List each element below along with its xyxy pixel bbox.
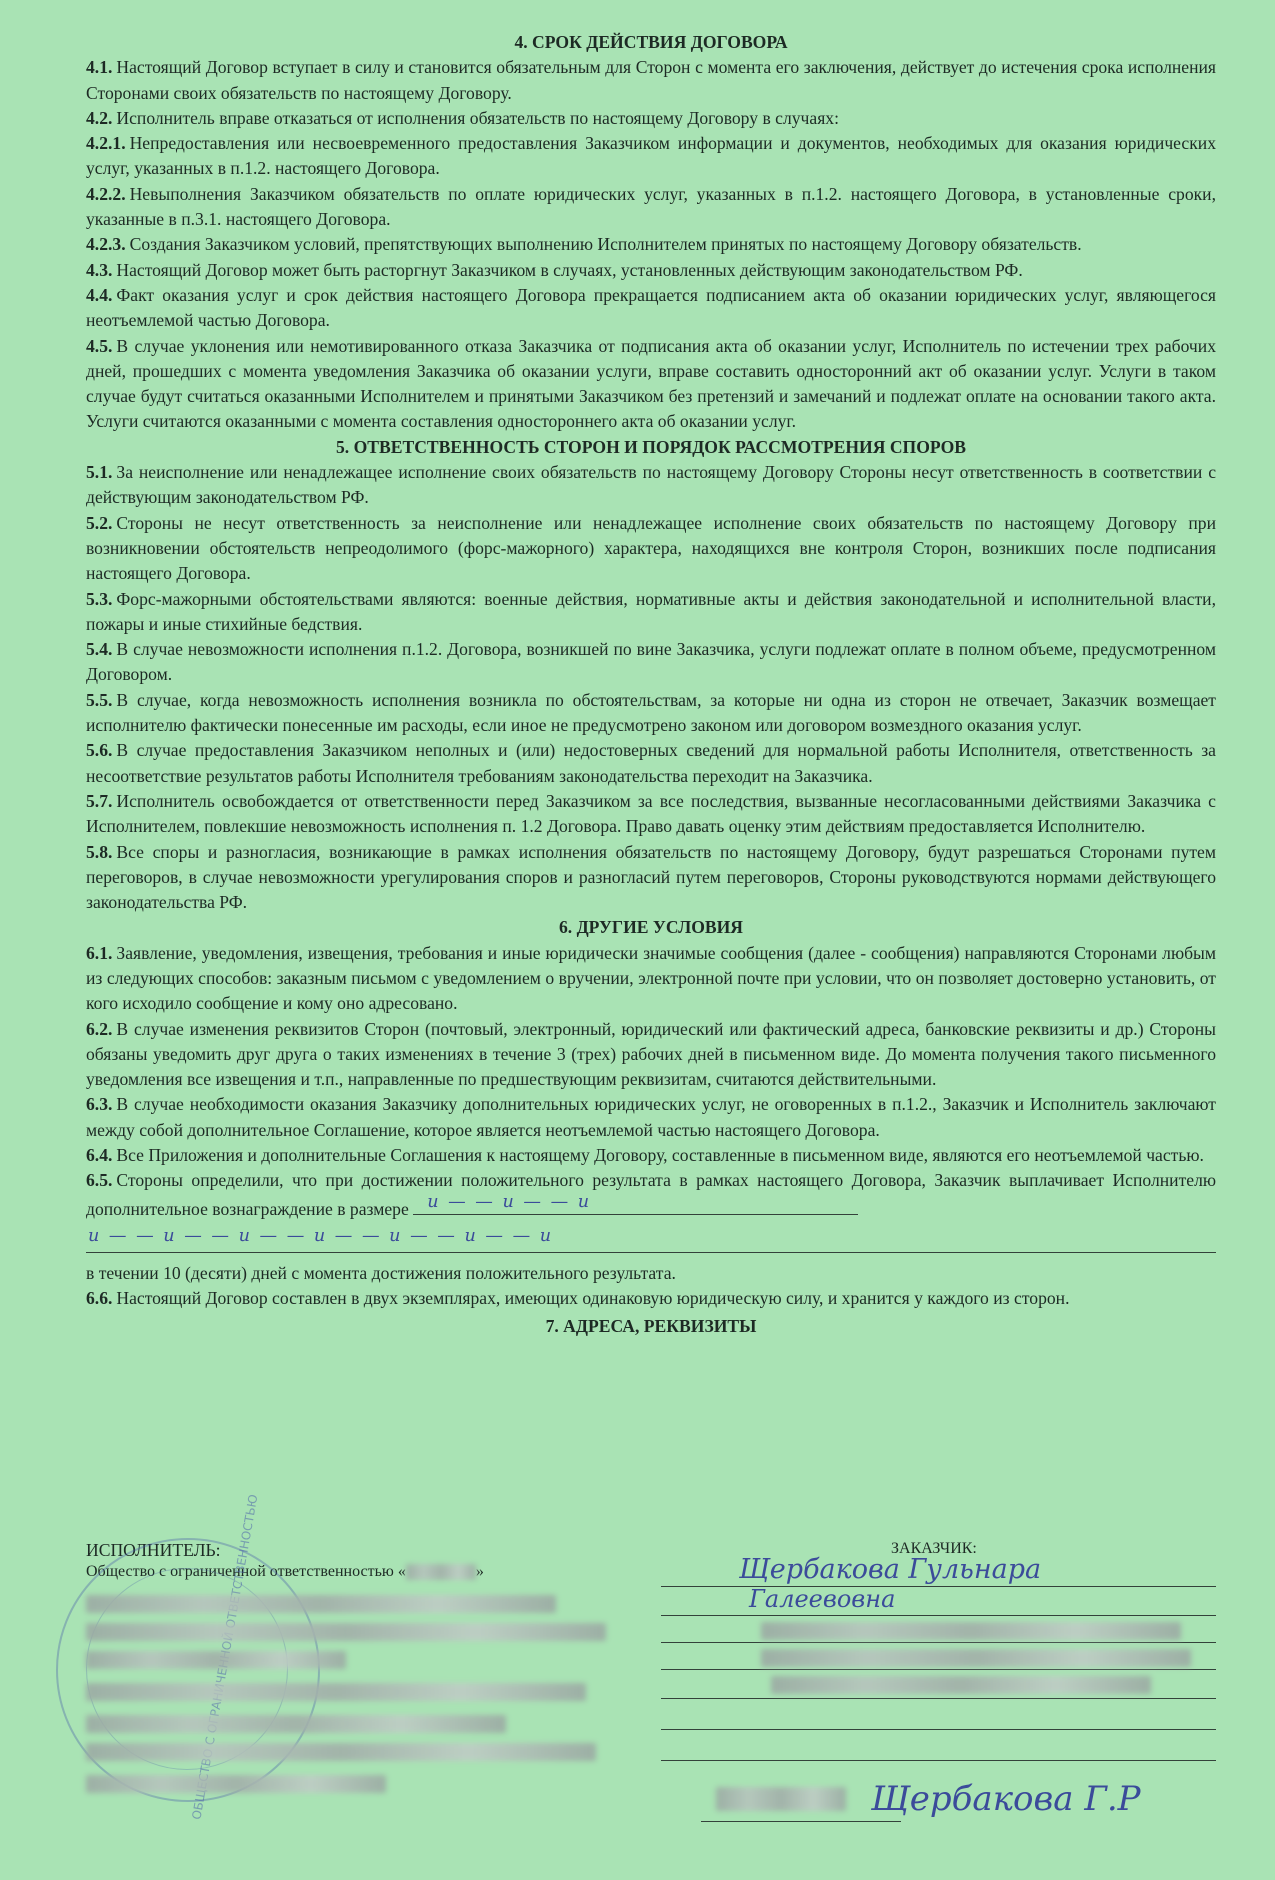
handwritten-dashes: и — — и — — и — — и — — и — — и — — и bbox=[88, 1225, 554, 1246]
redacted-name bbox=[406, 1564, 476, 1580]
clause bbox=[86, 637, 1216, 688]
clause bbox=[86, 688, 1216, 739]
clause-text: В случае, когда невозможность исполнения возникла по обстоятельствам, за которые ни одна из сторон не отвечает, Заказчик возмещает исполнителю фактически понесенные им расходы, если иное не предусмотрено законом или договором возмездного оказания услуг. bbox=[86, 689, 1216, 736]
clause-number: 6.5. bbox=[86, 1170, 113, 1191]
clause-number: 5.6. bbox=[86, 740, 113, 761]
clause-text: В случае изменения реквизитов Сторон (почтовый, электронный, юридический или фактический адреса, банковские реквизиты и др.) Стороны обязаны уведомить друг друга о таких изменениях в течение 3 (трех) рабочих дней в письменном виде. До момента получения такого письменного уведомления все извещения и т.п., направленные по предшествующим реквизитам, считаются действительными. bbox=[86, 1018, 1216, 1090]
section-6-items bbox=[86, 941, 1216, 1312]
redacted-line bbox=[86, 1715, 506, 1733]
clause-number: 6.4. bbox=[86, 1145, 113, 1166]
customer-line[interactable] bbox=[661, 1616, 1216, 1643]
clause bbox=[86, 587, 1216, 638]
clause-text: Исполнитель освобождается от ответственности перед Заказчиком за все последствия, вызванные несогласованными действиями Заказчика с Исполнителем, повлекшие невозможность исполнения п. 1.2 Договора. Право давать оценку этим действиям предоставляется Исполнителю. bbox=[86, 790, 1216, 837]
clause-text: Настоящий Договор составлен в двух экземплярах, имеющих одинаковую юридическую силу, и хранится у каждого из сторон. bbox=[116, 1288, 1070, 1309]
clause-number: 5.2. bbox=[86, 512, 113, 533]
reward-amount-line[interactable] bbox=[86, 1222, 1216, 1253]
redacted-signature bbox=[716, 1787, 846, 1811]
clause bbox=[86, 460, 1216, 511]
clause-text: В случае невозможности исполнения п.1.2. Договора, возникшей по вине Заказчика, услуги подлежат оплате в полном объеме, предусмотренном Договором. bbox=[86, 639, 1216, 685]
clause-text: В случае уклонения или немотивированного отказа Заказчика от подписания акта об оказании услуг, Исполнитель по истечении трех рабочих дней, прошедших с момента уведомления Заказчика об оказании услуги, вправе составить односторонний акт об оказании услуг. Услуги в таком случае будут считаться оказанными Исполнителем и принятыми Заказчиком без претензий и замечаний и подлежат оплате на основании такого акта. Услуги считаются оказанными с момента составления одностороннего акта об оказании услуг. bbox=[86, 335, 1216, 432]
clause bbox=[86, 1143, 1216, 1168]
clause bbox=[86, 258, 1216, 283]
clause bbox=[86, 1017, 1216, 1093]
section-6-title: 6. ДРУГИЕ УСЛОВИЯ bbox=[558, 917, 744, 938]
customer-line[interactable] bbox=[661, 1643, 1216, 1670]
executor-label: ИСПОЛНИТЕЛЬ: bbox=[86, 1540, 221, 1560]
clause bbox=[86, 334, 1216, 435]
clause bbox=[86, 182, 1216, 233]
clause-number: 5.8. bbox=[86, 841, 113, 862]
clause bbox=[86, 1092, 1216, 1143]
clause-number: 4.4. bbox=[86, 284, 113, 305]
clause-6-5 bbox=[86, 1168, 1216, 1222]
clause-text: Факт оказания услуг и срок действия настоящего Договора прекращается подписанием акта об оказании юридических услуг, являющегося неотъемлемой частью Договора. bbox=[86, 284, 1216, 331]
clause-text: В случае необходимости оказания Заказчику дополнительных юридических услуг, не оговоренных в п.1.2., Заказчик и Исполнитель заключают между собой дополнительное Соглашение, которое является неотъемлемой частью настоящего Договора. bbox=[86, 1094, 1216, 1140]
clause-number: 4.2. bbox=[86, 107, 113, 128]
handwritten-patronymic: Галеевовна bbox=[749, 1585, 896, 1613]
section-5-title: 5. ОТВЕТСТВЕННОСТЬ СТОРОН И ПОРЯДОК РАССМОТРЕНИЯ СПОРОВ bbox=[335, 436, 966, 457]
clause-number: 6.3. bbox=[86, 1094, 113, 1115]
section-7-title: 7. АДРЕСА, РЕКВИЗИТЫ bbox=[545, 1315, 757, 1336]
clause-text: Непредоставления или несвоевременного предоставления Заказчиком информации и документов, необходимых для оказания юридических услуг, указанных в п.1.2. настоящего Договора. bbox=[86, 133, 1216, 179]
section-5-items bbox=[86, 460, 1216, 915]
clause bbox=[86, 511, 1216, 587]
clause-text: Форс-мажорными обстоятельствами являются: военные действия, нормативные акты и действия законодательной и исполнительной власти, пожары и иные стихийные бедствия. bbox=[86, 588, 1216, 634]
signature-line bbox=[701, 1821, 901, 1822]
clause-number: 6.6. bbox=[86, 1288, 113, 1309]
document-page bbox=[86, 30, 1216, 1339]
executor-org-suffix: » bbox=[475, 1563, 484, 1580]
clause-text: Стороны не несут ответственность за неисполнение или ненадлежащее исполнение своих обязательств по настоящему Договору при возникновении обстоятельств непреодолимого (форс-мажорного) характера, находящихся вне контроля Сторон, возникших после подписания настоящего Договора. bbox=[86, 512, 1216, 584]
clause-text: Невыполнения Заказчиком обязательств по оплате юридических услуг, указанных в п.1.2. настоящего Договора, в установленные сроки, указанные в п.3.1. настоящего Договора. bbox=[86, 183, 1216, 230]
clause bbox=[86, 738, 1216, 789]
clause-number: 4.2.1. bbox=[86, 133, 126, 154]
redacted-line bbox=[86, 1683, 586, 1701]
section-4-items bbox=[86, 55, 1216, 434]
redacted-line bbox=[86, 1743, 596, 1761]
clause-text: Заявление, уведомления, извещения, требования и иные юридически значимые сообщения (далее - сообщения) направляются Сторонами любым из следующих способов: заказным письмом с уведомлением о вручении, электронной почте при условии, что он позволяет достоверно установить, от кого исходило сообщение и кому оно адресовано. bbox=[86, 942, 1216, 1014]
customer-signature: Щербакова Г.Р bbox=[871, 1779, 1141, 1819]
clause-number: 4.2.2. bbox=[86, 183, 126, 204]
clause bbox=[86, 106, 1216, 131]
clause-text: Все споры и разногласия, возникающие в рамках исполнения обязательств по настоящему Договору, будут разрешаться Сторонами путем переговоров, в случае невозможности урегулирования споров и разногласий путем переговоров, Стороны руководствуются нормами действующего законодательства РФ. bbox=[86, 841, 1216, 913]
customer-line[interactable] bbox=[661, 1730, 1216, 1761]
clause bbox=[86, 789, 1216, 840]
clause-text: Настоящий Договор вступает в силу и становится обязательным для Сторон с момента его заключения, действует до истечения срока исполнения Сторонами своих обязательств по настоящему Договору. bbox=[86, 57, 1216, 103]
clause-number: 5.1. bbox=[86, 462, 113, 483]
clause bbox=[86, 131, 1216, 182]
redacted-line bbox=[86, 1775, 386, 1793]
clause-number: 6.2. bbox=[86, 1018, 113, 1039]
redacted-line bbox=[771, 1676, 1151, 1694]
customer-line[interactable] bbox=[661, 1670, 1216, 1699]
executor-org-prefix: Общество с ограниченной ответственностью « bbox=[86, 1563, 406, 1580]
clause-text: За неисполнение или ненадлежащее исполнение своих обязательств по настоящему Договору Стороны несут ответственность в соответствии с действующим законодательством РФ. bbox=[86, 462, 1216, 508]
handwritten-name: Щербакова Гульнара bbox=[739, 1554, 1042, 1585]
customer-signature-area bbox=[661, 1761, 1216, 1831]
clause-text: Исполнитель вправе отказаться от исполнения обязательств по настоящему Договору в случаях: bbox=[116, 107, 839, 128]
clause-number: 6.1. bbox=[86, 942, 113, 963]
clause-number: 5.4. bbox=[86, 639, 113, 660]
requisites-block bbox=[86, 1540, 1216, 1860]
clause bbox=[86, 941, 1216, 1017]
redacted-line bbox=[761, 1649, 1191, 1667]
clause bbox=[86, 232, 1216, 257]
executor-block bbox=[86, 1540, 646, 1793]
clause-number: 4.3. bbox=[86, 259, 113, 280]
customer-patronymic-line[interactable] bbox=[661, 1587, 1216, 1616]
redacted-line bbox=[86, 1623, 606, 1641]
clause bbox=[86, 1286, 1216, 1311]
clause-6-5-tail: в течении 10 (десяти) дней с момента достижения положительного результата. bbox=[86, 1262, 676, 1283]
redacted-line bbox=[761, 1622, 1181, 1640]
clause-number: 5.3. bbox=[86, 588, 113, 609]
clause-text: В случае предоставления Заказчиком неполных и (или) недостоверных сведений для нормальной работы Исполнителя, ответственность за несоответствие результатов работы Исполнителя требованиям законодательства переходит на Заказчика. bbox=[86, 740, 1216, 786]
section-4-title: 4. СРОК ДЕЙСТВИЯ ДОГОВОРА bbox=[514, 32, 788, 52]
clause bbox=[86, 55, 1216, 106]
clause bbox=[86, 283, 1216, 334]
clause-number: 5.5. bbox=[86, 689, 113, 710]
reward-amount-field[interactable] bbox=[413, 1191, 858, 1215]
clause-text: Настоящий Договор может быть расторгнут Заказчиком в случаях, установленных действующим законодательством РФ. bbox=[116, 259, 1023, 280]
clause-text: Стороны определили, что при достижении положительного результата в рамках настоящего Договора, Заказчик выплачивает Исполнителю дополнительное вознаграждение в размере bbox=[86, 1170, 1216, 1219]
redacted-line bbox=[86, 1595, 556, 1613]
clause-number: 4.2.3. bbox=[86, 234, 126, 255]
customer-block bbox=[661, 1540, 1216, 1831]
clause-number: 4.5. bbox=[86, 335, 113, 356]
clause-text: Все Приложения и дополнительные Соглашения к настоящему Договору, составленные в письменном виде, являются его неотъемлемой частью. bbox=[116, 1145, 1204, 1166]
customer-label: ЗАКАЗЧИК: bbox=[891, 1540, 977, 1557]
customer-name-line[interactable] bbox=[661, 1554, 1216, 1587]
clause-text: Создания Заказчиком условий, препятствующих выполнению Исполнителем принятых по настоящему Договору обязательств. bbox=[129, 234, 1082, 255]
clause bbox=[86, 840, 1216, 916]
handwritten-dashes: и — — и — — и bbox=[427, 1191, 592, 1212]
clause-number: 5.7. bbox=[86, 790, 113, 811]
redacted-line bbox=[86, 1651, 346, 1669]
clause-number: 4.1. bbox=[86, 57, 113, 78]
customer-line[interactable] bbox=[661, 1699, 1216, 1730]
